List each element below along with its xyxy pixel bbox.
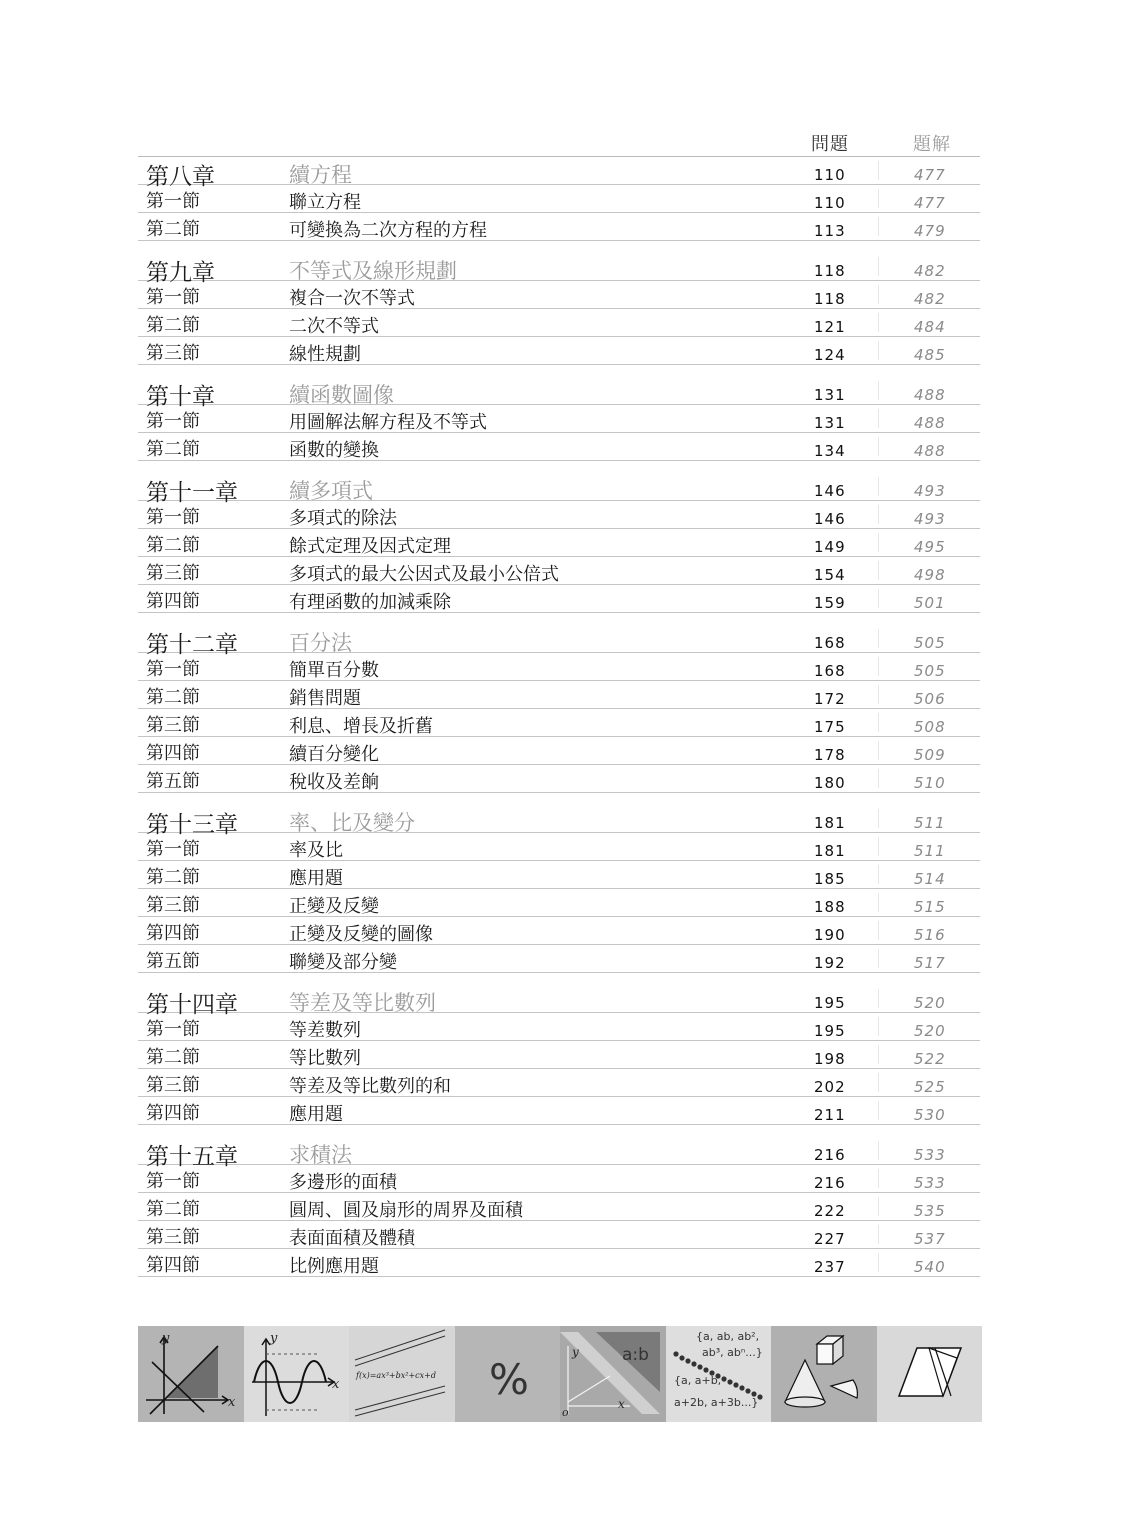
chapter-title: 續方程 (289, 163, 352, 187)
section-question-page: 185 (814, 870, 846, 888)
section-question-page: 168 (814, 662, 846, 680)
section-title: 聯立方程 (289, 192, 361, 213)
section-title: 複合一次不等式 (289, 288, 415, 309)
section-solution-page: 501 (914, 594, 946, 612)
section-title: 銷售問題 (289, 688, 361, 709)
section-solution-page: 484 (914, 318, 946, 336)
arithmetic-sequence-line-1: {a, a+b, (673, 1374, 721, 1387)
section-row (138, 1165, 980, 1193)
column-separator (878, 341, 879, 360)
chapter-solution-page: 520 (914, 994, 946, 1012)
section-label: 第四節 (146, 923, 200, 944)
section-label: 第二節 (146, 535, 200, 556)
section-row (138, 585, 980, 613)
chapter-block (138, 377, 980, 461)
column-separator (878, 1101, 879, 1120)
column-separator (878, 217, 879, 236)
section-solution-page: 508 (914, 718, 946, 736)
section-question-page: 202 (814, 1078, 846, 1096)
chapter-row (138, 985, 980, 1018)
section-solution-page: 488 (914, 414, 946, 432)
column-separator (878, 1169, 879, 1188)
section-question-page: 222 (814, 1202, 846, 1220)
section-solution-page: 514 (914, 870, 946, 888)
chapter-question-page: 195 (814, 994, 846, 1012)
section-label: 第一節 (146, 1171, 200, 1192)
section-label: 第五節 (146, 951, 200, 972)
section-question-page: 149 (814, 538, 846, 556)
chapter-row (138, 473, 980, 506)
section-question-page: 180 (814, 774, 846, 792)
section-question-page: 195 (814, 1022, 846, 1040)
section-solution-page: 535 (914, 1202, 946, 1220)
section-row (138, 833, 980, 861)
section-label: 第一節 (146, 507, 200, 528)
chapter-solution-page: 493 (914, 482, 946, 500)
column-separator (878, 809, 879, 828)
column-separator (878, 1141, 879, 1160)
chapter-solution-page: 511 (914, 814, 946, 832)
chapter-question-page: 110 (814, 166, 846, 184)
y-axis-label: y (572, 1345, 579, 1359)
linear-graph-icon (138, 1326, 244, 1422)
x-axis-label: x (618, 1397, 625, 1411)
section-title: 有理函數的加減乘除 (289, 592, 451, 613)
section-label: 第三節 (146, 563, 200, 584)
section-solution-page: 477 (914, 194, 946, 212)
y-axis-label: y (162, 1331, 170, 1346)
column-separator (878, 477, 879, 496)
column-separator (878, 713, 879, 732)
x-axis-label: x (331, 1377, 339, 1392)
section-label: 第三節 (146, 715, 200, 736)
question-column-label: 問題 (811, 134, 849, 155)
solution-column-label: 題解 (913, 134, 951, 155)
section-question-page: 175 (814, 718, 846, 736)
section-title: 函數的變換 (289, 440, 379, 461)
section-solution-page: 530 (914, 1106, 946, 1124)
chapter-title: 求積法 (289, 1143, 352, 1167)
section-label: 第二節 (146, 315, 200, 336)
section-title: 聯變及部分變 (289, 952, 397, 973)
section-label: 第四節 (146, 1255, 200, 1276)
section-title: 利息、增長及折舊 (289, 716, 433, 737)
section-title: 正變及反變 (289, 896, 379, 917)
section-row (138, 1041, 980, 1069)
section-row (138, 889, 980, 917)
column-separator (878, 381, 879, 400)
column-separator (878, 837, 879, 856)
section-label: 第一節 (146, 287, 200, 308)
column-separator (878, 949, 879, 968)
chapter-solution-page: 488 (914, 386, 946, 404)
column-separator (878, 769, 879, 788)
column-separator (878, 313, 879, 332)
column-separator (878, 285, 879, 304)
section-title: 線性規劃 (289, 344, 361, 365)
chapter-label: 第十二章 (146, 632, 238, 658)
column-separator (878, 741, 879, 760)
section-solution-page: 482 (914, 290, 946, 308)
chapter-label: 第十章 (146, 384, 215, 410)
section-title: 簡單百分數 (289, 660, 379, 681)
section-question-page: 124 (814, 346, 846, 364)
chapter-solution-page: 482 (914, 262, 946, 280)
section-solution-page: 498 (914, 566, 946, 584)
section-title: 二次不等式 (289, 316, 379, 337)
section-title: 用圖解法解方程及不等式 (289, 412, 487, 433)
column-separator (878, 409, 879, 428)
section-title: 應用題 (289, 868, 343, 889)
section-question-page: 237 (814, 1258, 846, 1276)
section-question-page: 192 (814, 954, 846, 972)
section-title: 正變及反變的圖像 (289, 924, 433, 945)
chapter-row (138, 253, 980, 286)
sine-graph-icon (244, 1326, 350, 1422)
section-question-page: 134 (814, 442, 846, 460)
chapter-solution-page: 533 (914, 1146, 946, 1164)
column-separator (878, 189, 879, 208)
section-row (138, 281, 980, 309)
section-question-page: 110 (814, 194, 846, 212)
chapter-block (138, 253, 980, 365)
section-label: 第一節 (146, 659, 200, 680)
section-question-page: 211 (814, 1106, 846, 1124)
chapter-block (138, 625, 980, 793)
section-label: 第五節 (146, 771, 200, 792)
section-row (138, 861, 980, 889)
section-row (138, 917, 980, 945)
section-label: 第二節 (146, 219, 200, 240)
section-label: 第三節 (146, 343, 200, 364)
section-title: 比例應用題 (289, 1256, 379, 1277)
chapter-solution-page: 477 (914, 166, 946, 184)
chapter-title: 百分法 (289, 631, 352, 655)
chapter-row (138, 625, 980, 658)
section-question-page: 154 (814, 566, 846, 584)
chapter-list (138, 157, 980, 1277)
section-row (138, 653, 980, 681)
column-separator (878, 505, 879, 524)
column-separator (878, 1225, 879, 1244)
topic-icon-strip (138, 1326, 982, 1422)
section-label: 第四節 (146, 591, 200, 612)
section-label: 第二節 (146, 439, 200, 460)
chapter-title: 等差及等比數列 (289, 991, 436, 1015)
chapter-question-page: 118 (814, 262, 846, 280)
chapter-question-page: 216 (814, 1146, 846, 1164)
percent-icon (455, 1326, 561, 1422)
section-solution-page: 495 (914, 538, 946, 556)
geometric-sequence-line-2: ab³, abⁿ...} (701, 1346, 763, 1359)
section-title: 可變換為二次方程的方程 (289, 220, 487, 241)
section-label: 第一節 (146, 191, 200, 212)
chapter-title: 續函數圖像 (289, 383, 394, 407)
chapter-block (138, 985, 980, 1125)
section-row (138, 1221, 980, 1249)
section-label: 第一節 (146, 1019, 200, 1040)
section-question-page: 190 (814, 926, 846, 944)
section-question-page: 172 (814, 690, 846, 708)
solids-icon (771, 1326, 877, 1422)
ratio-label: a:b (622, 1345, 649, 1365)
column-separator (878, 1017, 879, 1036)
section-row (138, 185, 980, 213)
section-title: 餘式定理及因式定理 (289, 536, 451, 557)
section-question-page: 216 (814, 1174, 846, 1192)
polynomial-formula: f(x)=ax³+bx²+cx+d (356, 1371, 436, 1380)
column-separator (878, 257, 879, 276)
arithmetic-sequence-line-2: a+2b, a+3b...} (673, 1396, 758, 1409)
section-label: 第三節 (146, 1227, 200, 1248)
section-solution-page: 511 (914, 842, 946, 860)
section-row (138, 1013, 980, 1041)
chapter-question-page: 131 (814, 386, 846, 404)
section-row (138, 765, 980, 793)
chapter-title: 續多項式 (289, 479, 373, 503)
section-row (138, 1249, 980, 1277)
section-question-page: 159 (814, 594, 846, 612)
chapter-row (138, 805, 980, 838)
section-title: 應用題 (289, 1104, 343, 1125)
column-separator (878, 921, 879, 940)
geometric-sequence-line-1: {a, ab, ab², (695, 1330, 759, 1343)
section-title: 稅收及差餉 (289, 772, 379, 793)
section-title: 率及比 (289, 840, 343, 861)
column-separator (878, 533, 879, 552)
section-solution-page: 540 (914, 1258, 946, 1276)
section-solution-page: 537 (914, 1230, 946, 1248)
chapter-label: 第九章 (146, 260, 215, 286)
section-label: 第二節 (146, 1199, 200, 1220)
origin-label: o (562, 1406, 569, 1419)
section-question-page: 131 (814, 414, 846, 432)
section-solution-page: 515 (914, 898, 946, 916)
table-of-contents (138, 130, 980, 1277)
section-label: 第三節 (146, 1075, 200, 1096)
section-question-page: 181 (814, 842, 846, 860)
chapter-label: 第八章 (146, 164, 215, 190)
section-title: 多項式的除法 (289, 508, 397, 529)
section-solution-page: 522 (914, 1050, 946, 1068)
ratio-icon (560, 1326, 666, 1422)
section-title: 續百分變化 (289, 744, 379, 765)
section-question-page: 113 (814, 222, 846, 240)
section-row (138, 213, 980, 241)
section-question-page: 121 (814, 318, 846, 336)
section-question-page: 146 (814, 510, 846, 528)
section-solution-page: 488 (914, 442, 946, 460)
column-separator (878, 685, 879, 704)
column-separator (878, 161, 879, 180)
chapter-block (138, 805, 980, 973)
chapter-block (138, 1137, 980, 1277)
section-row (138, 337, 980, 365)
chapter-row (138, 377, 980, 410)
column-separator (878, 657, 879, 676)
chapter-question-page: 168 (814, 634, 846, 652)
chapter-block (138, 473, 980, 613)
chapter-label: 第十一章 (146, 480, 238, 506)
section-label: 第四節 (146, 1103, 200, 1124)
section-label: 第二節 (146, 1047, 200, 1068)
section-label: 第一節 (146, 839, 200, 860)
sequence-icon (666, 1326, 772, 1422)
section-row (138, 709, 980, 737)
section-question-page: 188 (814, 898, 846, 916)
section-row (138, 433, 980, 461)
column-separator (878, 1197, 879, 1216)
column-separator (878, 989, 879, 1008)
column-separator (878, 893, 879, 912)
chapter-row (138, 157, 980, 190)
section-solution-page: 506 (914, 690, 946, 708)
section-solution-page: 520 (914, 1022, 946, 1040)
chapter-block (138, 157, 980, 241)
section-question-page: 178 (814, 746, 846, 764)
chapter-label: 第十三章 (146, 812, 238, 838)
column-separator (878, 629, 879, 648)
section-question-page: 118 (814, 290, 846, 308)
section-row (138, 529, 980, 557)
column-separator (878, 1045, 879, 1064)
section-solution-page: 493 (914, 510, 946, 528)
chapter-label: 第十四章 (146, 992, 238, 1018)
section-title: 多邊形的面積 (289, 1172, 397, 1193)
column-separator (878, 437, 879, 456)
column-separator (878, 1073, 879, 1092)
section-solution-page: 525 (914, 1078, 946, 1096)
section-title: 表面面積及體積 (289, 1228, 415, 1249)
x-axis-label: x (228, 1395, 236, 1410)
section-solution-page: 505 (914, 662, 946, 680)
section-title: 多項式的最大公因式及最小公倍式 (289, 564, 559, 585)
section-solution-page: 517 (914, 954, 946, 972)
section-label: 第二節 (146, 687, 200, 708)
section-row (138, 945, 980, 973)
chapter-title: 率、比及變分 (289, 811, 415, 835)
column-separator (878, 865, 879, 884)
section-solution-page: 510 (914, 774, 946, 792)
column-separator (878, 1253, 879, 1272)
chapter-label: 第十五章 (146, 1144, 238, 1170)
section-row (138, 557, 980, 585)
section-row (138, 309, 980, 337)
section-row (138, 501, 980, 529)
section-row (138, 1097, 980, 1125)
section-label: 第四節 (146, 743, 200, 764)
percent-symbol: % (488, 1355, 529, 1404)
section-solution-page: 516 (914, 926, 946, 944)
y-axis-label: y (269, 1331, 277, 1346)
chapter-solution-page: 505 (914, 634, 946, 652)
polynomial-icon (349, 1326, 455, 1422)
chapter-row (138, 1137, 980, 1170)
section-solution-page: 485 (914, 346, 946, 364)
section-solution-page: 479 (914, 222, 946, 240)
section-label: 第三節 (146, 895, 200, 916)
section-label: 第一節 (146, 411, 200, 432)
section-row (138, 681, 980, 709)
section-row (138, 1069, 980, 1097)
section-row (138, 405, 980, 433)
section-title: 等比數列 (289, 1048, 361, 1069)
column-header (138, 130, 980, 157)
section-title: 圓周、圓及扇形的周界及面積 (289, 1200, 523, 1221)
section-title: 等差及等比數列的和 (289, 1076, 451, 1097)
section-title: 等差數列 (289, 1020, 361, 1041)
column-separator (878, 589, 879, 608)
parallelogram-area-icon (877, 1326, 983, 1422)
section-question-page: 227 (814, 1230, 846, 1248)
column-separator (878, 561, 879, 580)
section-solution-page: 533 (914, 1174, 946, 1192)
section-label: 第二節 (146, 867, 200, 888)
chapter-title: 不等式及線形規劃 (289, 259, 457, 283)
section-question-page: 198 (814, 1050, 846, 1068)
section-row (138, 1193, 980, 1221)
chapter-question-page: 146 (814, 482, 846, 500)
section-row (138, 737, 980, 765)
section-solution-page: 509 (914, 746, 946, 764)
chapter-question-page: 181 (814, 814, 846, 832)
